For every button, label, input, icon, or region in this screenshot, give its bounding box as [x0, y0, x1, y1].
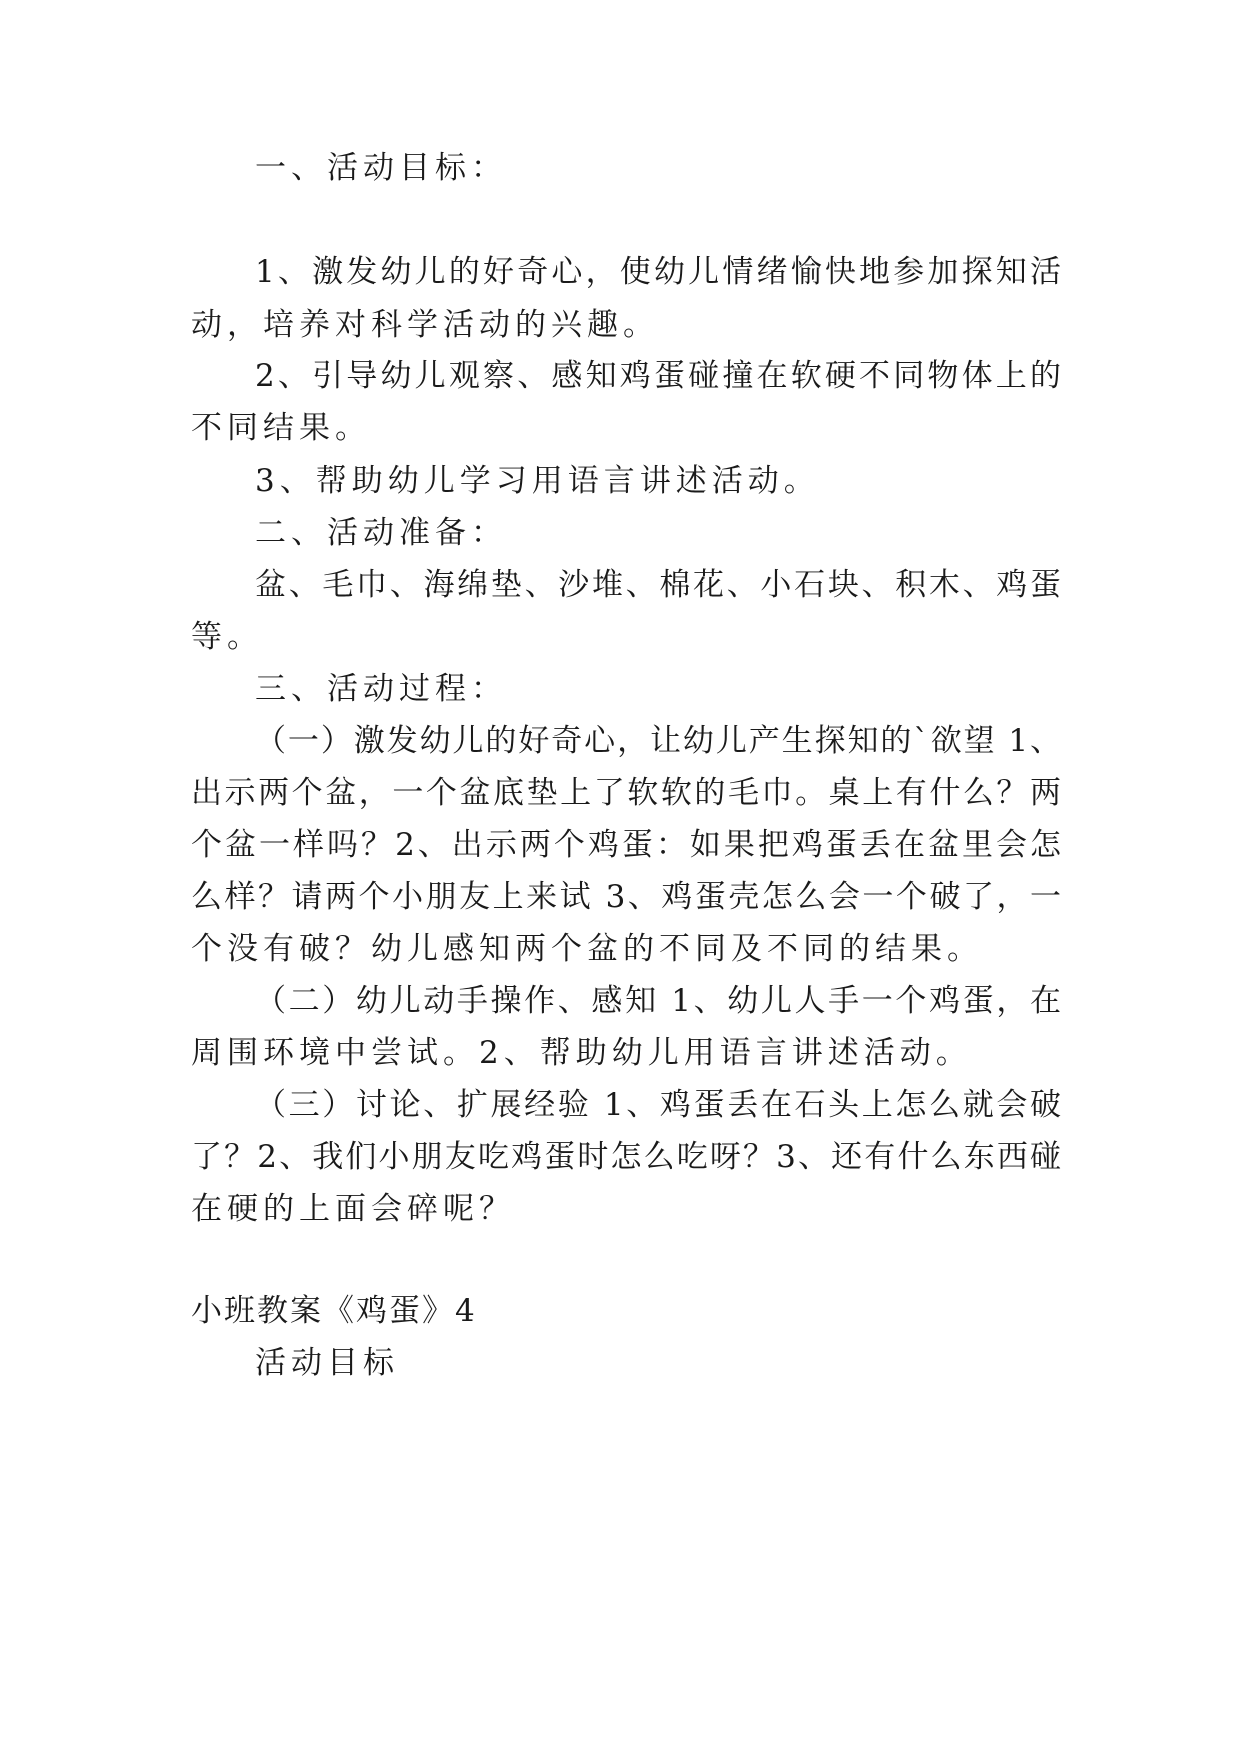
section-heading-goals-2: 活动目标	[255, 1345, 399, 1381]
paragraph-line: 动，培养对科学活动的兴趣。	[191, 307, 659, 343]
paragraph-line: 么样？请两个小朋友上来试 3、鸡蛋壳怎么会一个破了，一	[191, 879, 1061, 915]
paragraph-line: 出示两个盆，一个盆底垫上了软软的毛巾。桌上有什么？两	[191, 775, 1061, 811]
paragraph-line: 盆、毛巾、海绵垫、沙堆、棉花、小石块、积木、鸡蛋	[255, 567, 1061, 603]
paragraph-line: 个没有破？幼儿感知两个盆的不同及不同的结果。	[191, 931, 983, 967]
paragraph-line: 等。	[191, 619, 263, 655]
section-heading-goals: 一、活动目标：	[255, 150, 507, 186]
paragraph-line: （一）激发幼儿的好奇心，让幼儿产生探知的`欲望 1、	[255, 723, 1061, 759]
section-heading-process: 三、活动过程：	[255, 671, 507, 707]
paragraph-line: 了？2、我们小朋友吃鸡蛋时怎么吃呀？3、还有什么东西碰	[191, 1139, 1061, 1175]
paragraph-line: 1、激发幼儿的好奇心，使幼儿情绪愉快地参加探知活	[255, 254, 1061, 290]
paragraph-line: 个盆一样吗？2、出示两个鸡蛋：如果把鸡蛋丢在盆里会怎	[191, 827, 1061, 863]
lesson-title: 小班教案《鸡蛋》4	[191, 1293, 477, 1329]
paragraph-line: 周围环境中尝试。2、帮助幼儿用语言讲述活动。	[191, 1035, 972, 1071]
paragraph-line: 不同结果。	[191, 410, 371, 446]
paragraph-line: 2、引导幼儿观察、感知鸡蛋碰撞在软硬不同物体上的	[255, 358, 1061, 394]
paragraph-line: 3、帮助幼儿学习用语言讲述活动。	[255, 463, 820, 499]
paragraph-line: （二）幼儿动手操作、感知 1、幼儿人手一个鸡蛋，在	[255, 983, 1061, 1019]
paragraph-line: （三）讨论、扩展经验 1、鸡蛋丢在石头上怎么就会破	[255, 1087, 1061, 1123]
section-heading-preparation: 二、活动准备：	[255, 515, 507, 551]
paragraph-line: 在硬的上面会碎呢？	[191, 1191, 515, 1227]
